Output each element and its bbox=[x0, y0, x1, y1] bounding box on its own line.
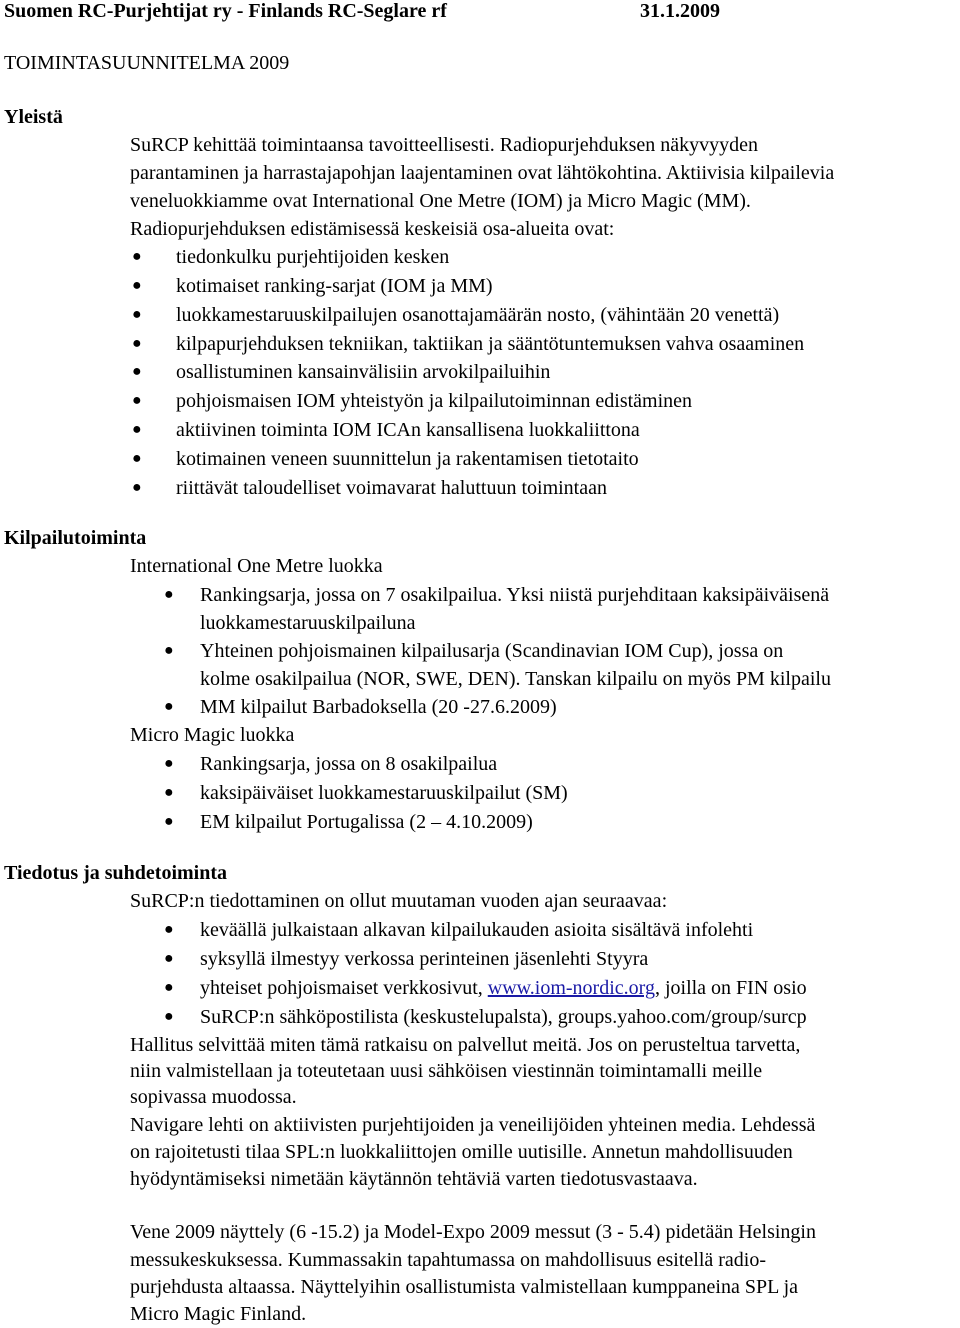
paragraph-line: SuRCP:n tiedottaminen on ollut muutaman vuoden ajan seuraavaa: bbox=[130, 890, 668, 912]
bullet-icon: ● bbox=[164, 698, 174, 715]
list-item: syksyllä ilmestyy verkossa perinteinen jäsenlehti Styyra bbox=[200, 948, 649, 970]
paragraph-line: veneluokkiamme ovat International One Metre (IOM) ja Micro Magic (MM). bbox=[130, 190, 751, 212]
subsection-title-iom: International One Metre luokka bbox=[130, 555, 383, 577]
org-name: Suomen RC-Purjehtijat ry - Finlands RC-Seglare rf bbox=[4, 0, 447, 22]
paragraph-line: niin valmistellaan ja toteutetaan uusi sähköisen viestinnän toimintamalli meille bbox=[130, 1060, 763, 1082]
list-item: kotimainen veneen suunnittelun ja rakentamisen tietotaito bbox=[176, 448, 639, 470]
document-title: TOIMINTASUUNNITELMA 2009 bbox=[4, 52, 290, 74]
bullet-icon: ● bbox=[132, 277, 142, 294]
bullet-icon: ● bbox=[164, 979, 174, 996]
bullet-icon: ● bbox=[132, 421, 142, 438]
bullet-icon: ● bbox=[132, 479, 142, 496]
paragraph-line: hyödyntämiseksi nimetään käytännön tehtäviä varten tiedotusvastaava. bbox=[130, 1168, 698, 1190]
section-heading-kilpailutoiminta: Kilpailutoiminta bbox=[4, 527, 147, 549]
list-item: EM kilpailut Portugalissa (2 – 4.10.2009) bbox=[200, 811, 533, 833]
bullet-icon: ● bbox=[132, 392, 142, 409]
bullet-icon: ● bbox=[132, 450, 142, 467]
list-item: kilpapurjehduksen tekniikan, taktiikan ja sääntötuntemuksen vahva osaaminen bbox=[176, 333, 805, 355]
bullet-icon: ● bbox=[164, 813, 174, 830]
list-item-text-after-link: , joilla on FIN osio bbox=[654, 977, 807, 999]
bullet-icon: ● bbox=[164, 921, 174, 938]
list-item: osallistuminen kansainvälisiin arvokilpailuihin bbox=[176, 361, 551, 383]
list-item: SuRCP:n sähköpostilista (keskustelupalsta), groups.yahoo.com/group/surcp bbox=[200, 1006, 807, 1028]
list-item: aktiivinen toiminta IOM ICAn kansallisena luokkaliittona bbox=[176, 419, 640, 441]
bullet-icon: ● bbox=[132, 363, 142, 380]
list-item: keväällä julkaistaan alkavan kilpailukauden asioita sisältävä infolehti bbox=[200, 919, 754, 941]
bullet-icon: ● bbox=[132, 306, 142, 323]
paragraph-line: parantaminen ja harrastajapohjan laajentaminen ovat lähtökohtina. Aktiivisia kilpailevia bbox=[130, 162, 835, 184]
list-item: pohjoismaisen IOM yhteistyön ja kilpailutoiminnan edistäminen bbox=[176, 390, 693, 412]
paragraph-line: messukeskuksessa. Kummassakin tapahtumassa on mahdollisuus esitellä radio- bbox=[130, 1249, 767, 1271]
list-item: tiedonkulku purjehtijoiden kesken bbox=[176, 246, 450, 268]
bullet-icon: ● bbox=[164, 586, 174, 603]
list-item-continuation: luokkamestaruuskilpailuna bbox=[200, 612, 416, 634]
paragraph-line: sopivassa muodossa. bbox=[130, 1086, 297, 1108]
paragraph-line: purjehdusta altaassa. Näyttelyihin osallistumista valmistellaan kumppaneina SPL ja bbox=[130, 1276, 799, 1298]
list-item: kotimaiset ranking-sarjat (IOM ja MM) bbox=[176, 275, 493, 297]
paragraph-line: Radiopurjehduksen edistämisessä keskeisiä osa-alueita ovat: bbox=[130, 218, 615, 240]
bullet-icon: ● bbox=[132, 335, 142, 352]
list-item: Yhteinen pohjoismainen kilpailusarja (Scandinavian IOM Cup), jossa on bbox=[200, 640, 784, 662]
bullet-icon: ● bbox=[164, 755, 174, 772]
paragraph-line: Navigare lehti on aktiivisten purjehtijoiden ja veneilijöiden yhteinen media. Lehdessä bbox=[130, 1114, 816, 1136]
subsection-title-mm: Micro Magic luokka bbox=[130, 724, 295, 746]
document-date: 31.1.2009 bbox=[640, 0, 720, 22]
list-item-text: yhteiset pohjoismaiset verkkosivut, bbox=[200, 977, 488, 999]
list-item-continuation: kolme osakilpailua (NOR, SWE, DEN). Tanskan kilpailu on myös PM kilpailu bbox=[200, 668, 831, 690]
bullet-icon: ● bbox=[164, 1008, 174, 1025]
bullet-icon: ● bbox=[132, 248, 142, 265]
paragraph-line: on rajoitetusti tilaa SPL:n luokkaliittojen omille uutisille. Annetun mahdollisuuden bbox=[130, 1141, 793, 1163]
paragraph-line: Vene 2009 näyttely (6 -15.2) ja Model-Expo 2009 messut (3 - 5.4) pidetään Helsingin bbox=[130, 1221, 816, 1243]
bullet-icon: ● bbox=[164, 784, 174, 801]
iom-nordic-link[interactable]: www.iom-nordic.org bbox=[487, 977, 655, 999]
paragraph-line: Hallitus selvittää miten tämä ratkaisu on palvellut meitä. Jos on perusteltua tarvetta, bbox=[130, 1034, 801, 1056]
list-item: Rankingsarja, jossa on 7 osakilpailua. Yksi niistä purjehditaan kaksipäiväisenä bbox=[200, 584, 830, 606]
list-item: Rankingsarja, jossa on 8 osakilpailua bbox=[200, 753, 498, 775]
bullet-icon: ● bbox=[164, 950, 174, 967]
list-item: kaksipäiväiset luokkamestaruuskilpailut (SM) bbox=[200, 782, 568, 804]
bullet-icon: ● bbox=[164, 642, 174, 659]
section-heading-yleista: Yleistä bbox=[4, 106, 63, 128]
list-item: luokkamestaruuskilpailujen osanottajamäärän nosto, (vähintään 20 venettä) bbox=[176, 304, 780, 326]
paragraph-line: Micro Magic Finland. bbox=[130, 1303, 307, 1325]
list-item: riittävät taloudelliset voimavarat haluttuun toimintaan bbox=[176, 477, 607, 499]
list-item-with-link bbox=[200, 974, 807, 1002]
paragraph-line: SuRCP kehittää toimintaansa tavoitteellisesti. Radiopurjehduksen näkyvyyden bbox=[130, 134, 759, 156]
section-heading-tiedotus: Tiedotus ja suhdetoiminta bbox=[4, 862, 228, 884]
list-item: MM kilpailut Barbadoksella (20 -27.6.2009) bbox=[200, 696, 557, 718]
